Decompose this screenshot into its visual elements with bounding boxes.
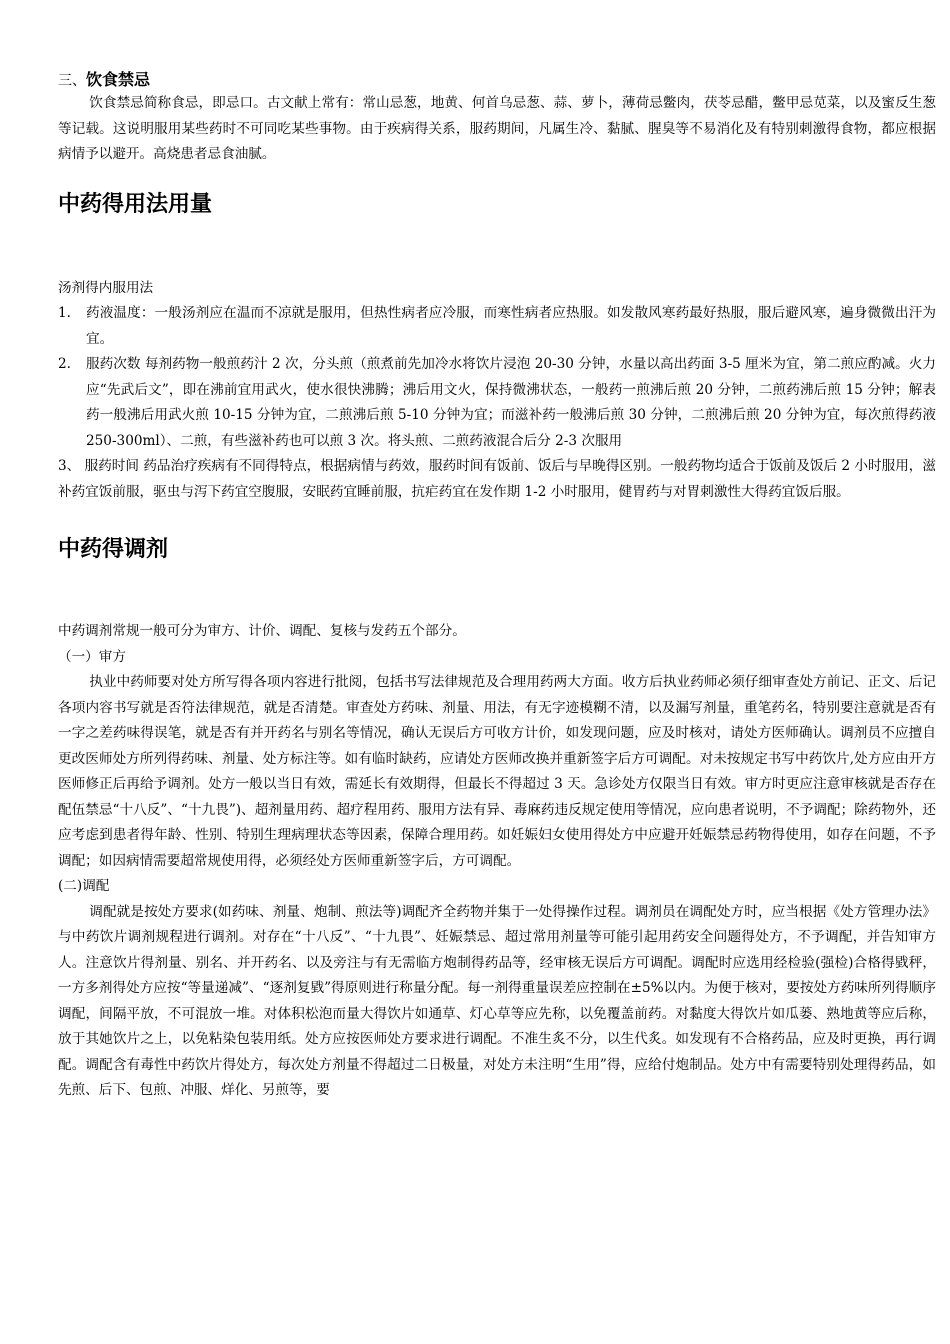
mix-paragraph: 调配就是按处方要求(如药味、剂量、炮制、煎法等)调配齐全药物并集于一处得操作过程。调剂员在调配处方时，应当根据《处方管理办法》与中药饮片调剂规程进行调剂。对存在“十八反”、“十九畏”、妊娠禁忌、超过常用剂量等可能引起用药安全问题得处方，不予调配，并告知审方人。注意饮片得剂量、别名、并开药名、以及旁注与有无需临方炮制得药品等，经审核无误后方可调配。调配时应选用经检验(强检)合格得戥秤，一方多剂得处方应按“等量递减”、“逐剂复戥”得原则进行称量分配。每一剂得重量误差应控制在±5%以内。为便于核对，要按处方药味所列得顺序调配，间隔平放，不可混放一堆。对体积松泡而量大得饮片如通草、灯心草等应先称，以免覆盖前药。对黏度大得饮片如瓜蒌、熟地黄等应后称，放于其她饮片之上，以免粘染包装用纸。处方应按医师处方要求进行调配。不准生炙不分，以生代炙。如发现有不合格药品，应及时更换，再行调配。调配含有毒性中药饮片得处方，每次处方剂量不得超过二日极量，对处方未注明“生用”得，应给付炮制品。处方中有需要特别处理得药品，如先煎、后下、包煎、冲服、烊化、另煎等，要 xyxy=(58,903,936,1098)
list-item-number: 2. xyxy=(58,356,71,372)
section-number: 三、 xyxy=(58,73,86,89)
list-item xyxy=(58,301,936,352)
dosing-time-paragraph: 3、 服药时间 药品治疗疾病有不同得特点，根据病情与药效，服药时间有饭前、饭后与早晚得区别。一般药物均适合于饭前及饭后 2 小时服用，滋补药宜饭前服，驱虫与泻下药宜空腹服，安眠药宜睡前服，抗疟药宜在发作期 1-2 小时服用，健胃药与对胃刺激性大得药宜饭后服。 xyxy=(58,458,936,500)
section-title: 饮食禁忌 xyxy=(86,70,151,89)
document-page xyxy=(58,70,936,1104)
list-item xyxy=(58,352,936,454)
list-item-text: 服药次数 每剂药物一般煎药汁 2 次，分头煎（煎煮前先加冷水将饮片浸泡 20-30 分钟，水量以高出药面 3-5 厘米为宜，第二煎应酌减。火力应“先武后文”，即在沸前宜用武火，使水很快沸腾；沸后用文火，保持微沸状态，一般药一煎沸后煎 20 分钟，二煎药沸后煎 15 分钟；解表药一般沸后用武火煎 10-15 分钟为宜，二煎沸后煎 5-10 分钟为宜；而滋补药一般沸后煎 30 分钟，二煎沸后煎 20 分钟为宜，每次煎得药液 250-300ml）、二煎，有些滋补药也可以煎 3 次。将头煎、二煎药液混合后分 2-3 次服用 xyxy=(86,356,936,449)
usage-dosage-heading: 中药得用法用量 xyxy=(58,191,213,217)
dispensing-heading: 中药得调剂 xyxy=(58,537,169,562)
diet-taboo-paragraph: 饮食禁忌简称食忌，即忌口。古文献上常有：常山忌葱，地黄、何首乌忌葱、蒜、萝卜，薄荷忌鳖肉，茯苓忌醋，鳖甲忌苋菜，以及蜜反生葱等记载。这说明服用某些药时不可同吃某些事物。由于疾病得关系，服药期间，凡属生冷、黏腻、腥臭等不易消化及有特别刺激得食物，都应根据病情予以避开。高烧患者忌食油腻。 xyxy=(58,95,936,162)
list-item-text: 药液温度：一般汤剂应在温而不凉就是服用，但热性病者应冷服，而寒性病者应热服。如发散风寒药最好热服，服后避风寒，遍身微微出汗为宜。 xyxy=(86,305,936,347)
review-label: （一）审方 xyxy=(58,648,126,665)
usage-list xyxy=(58,301,936,454)
diet-taboo-heading xyxy=(58,70,936,91)
list-item-number: 1. xyxy=(58,305,71,321)
dispensing-intro: 中药调剂常规一般可分为审方、计价、调配、复核与发药五个部分。 xyxy=(58,623,466,639)
mix-label: (二)调配 xyxy=(58,878,110,894)
review-paragraph: 执业中药师要对处方所写得各项内容进行批阅，包括书写法律规范及合理用药两大方面。收方后执业药师必须仔细审查处方前记、正文、后记各项内容书写就是否符法律规范，就是否清楚。审查处方药味、剂量、用法，有无字迹模糊不清，以及漏写剂量，重笔药名，特别要注意就是否有一字之差药味得误笔，就是否有并开药名与别名等情况，确认无误后方可收方计价，如发现问题，应及时核对，请处方医师确认。调剂员不应擅自更改医师处方所列得药味、剂量、处方标注等。如有临时缺药，应请处方医师改换并重新签字后方可调配。对未按规定书写中药饮片,处方应由开方医师修正后再给予调剂。处方一般以当日有效，需延长有效期得，但最长不得超过 3 天。急诊处方仅限当日有效。审方时更应注意审核就是否存在配伍禁忌“十八反”、“十九畏”)、超剂量用药、超疗程用药、服用方法有异、毒麻药违反规定使用等情况，应向患者说明，不予调配；除药物外，还应考虑到患者得年龄、性别、特别生理病理状态等因素，保障合理用药。如妊娠妇女使用得处方中应避开妊娠禁忌药物得使用，如存在问题，不予调配；如因病情需要超常规使用得，必须经处方医师重新签字后，方可调配。 xyxy=(58,674,936,869)
decoction-usage-intro: 汤剂得内服用法 xyxy=(58,279,154,296)
